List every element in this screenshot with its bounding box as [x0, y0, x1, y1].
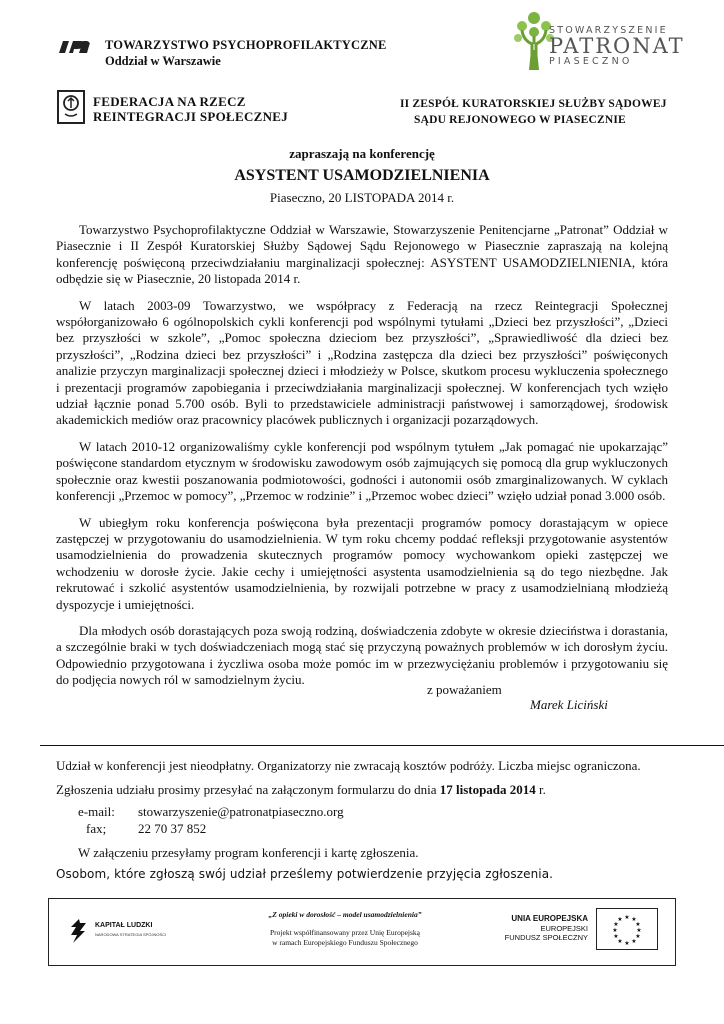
eu-line2: EUROPEJSKI — [540, 923, 588, 933]
tpp-logo — [57, 39, 91, 55]
patronat-line2: PATRONAT — [549, 34, 685, 58]
conference-title: ASYSTENT USAMODZIELNIENIA — [234, 167, 490, 184]
svg-text:★: ★ — [617, 938, 623, 945]
org3-line1: II ZESPÓŁ KURATORSKIEJ SŁUŻBY SĄDOWEJ — [400, 98, 667, 110]
svg-text:★: ★ — [631, 938, 637, 945]
eu-line1: UNIA EUROPEJSKA — [511, 914, 588, 923]
kapital-ludzki-logo — [68, 917, 90, 945]
registration-prefix: Zgłoszenia udziału prosimy przesyłać na załączonym formularzu do dnia — [56, 782, 440, 797]
signature-name: Marek Liciński — [530, 697, 608, 712]
email-address[interactable]: stowarzyszenie@patronatpiaseczno.org — [138, 804, 344, 819]
org2-line1: FEDERACJA NA RZECZ — [93, 94, 246, 109]
project-title: „Z opieki w dorosłość – model usamodzielnienia” — [268, 910, 422, 919]
paragraph-4: W ubiegłym roku konferencja poświęcona była prezentacji programów pomocy dorastającym w opiece zastępczej w przygotowaniu do usamodzielnienia. W tym roku chcemy poddać refleksji przygotowanie asystentów usamodzielnienia do prowadzenia skutecznych programów pomocy wychowankom opieki zastępczej we wchodzeniu w dorosłe życie. Jakie cechy i umiejętności asystenta usamodzielnienia są do tego niezbędne. Jak rekrutować i szkolić asystentów usamodzielnienia, by rozwijali potrzebne w pracy z usamodzielnianą młodzieżą dyspozycje i umiejętności. — [56, 514, 668, 612]
organizer-tpp — [105, 37, 387, 69]
svg-text:★: ★ — [624, 940, 630, 947]
project-line1: Projekt współfinansowany przez Unię Europejską — [270, 928, 420, 937]
federation-emblem-icon — [59, 92, 83, 122]
fax-number: 22 70 37 852 — [138, 821, 207, 836]
svg-text:★: ★ — [612, 927, 618, 934]
kapital-ludzki-title: KAPITAŁ LUDZKI — [95, 922, 153, 929]
kapital-ludzki-subtitle: NARODOWA STRATEGIA SPÓJNOŚCI — [95, 932, 167, 937]
org1-name: TOWARZYSTWO PSYCHOPROFILAKTYCZNE — [105, 38, 387, 52]
info-fee: Udział w konferencji jest nieodpłatny. Organizatorzy nie zwracają kosztów podróży. Liczba miejsc ograniczona. — [56, 758, 641, 773]
project-line2: w ramach Europejskiego Funduszu Społecznego — [272, 938, 418, 947]
eu-line3: FUNDUSZ SPOŁECZNY — [504, 933, 588, 942]
patronat-line3: PIASECZNO — [549, 56, 633, 67]
invitation-line: zapraszają na konferencję — [289, 146, 435, 161]
organizer-court — [400, 96, 667, 128]
svg-text:★: ★ — [635, 933, 641, 940]
info-registration — [56, 782, 546, 798]
paragraph-2: W latach 2003-09 Towarzystwo, we współpracy z Federacją na rzecz Reintegracji Społecznej współorganizowało 6 ogólnopolskich cykli konferencji pod wspólnymi tytułami „Dzieci bez przyszłości”, „Dzieci bez przyszłości w szkole”, „Pomoc społeczna dzieciom bez przyszłości”, „Sprawiedliwość dla dzieci bez przyszłości”, „Rodzina dzieci bez przyszłości” i „Rodzina zastępcza dla dzieci bez przyszłości” poświęconych analizie przyczyn marginalizacji społecznej dzieci i młodzieży w Polsce, skutkom procesu wykluczenia społecznego i prezentacji programów zapobiegania i przeciwdziałania marginalizacji społecznej. W konferencjach tych wzięło udział łącznie ponad 5.700 osób. Byli to przedstawiciele administracji państwowej i samorządowej, środowisk akademickich mediów oraz pracownicy placówek publicznych i organizacji pozarządowych. — [56, 297, 668, 428]
registration-suffix: r. — [535, 782, 546, 797]
svg-text:★: ★ — [636, 927, 642, 934]
info-attachment: W załączeniu przesyłamy program konferencji i kartę zgłoszenia. — [78, 845, 419, 860]
eu-stars-icon — [597, 909, 657, 949]
fax-label: fax; — [86, 821, 107, 836]
conference-date: Piaseczno, 20 LISTOPADA 2014 r. — [269, 190, 455, 205]
org1-branch: Oddział w Warszawie — [105, 54, 221, 68]
info-confirmation: Osobom, które zgłoszą swój udział prześlemy potwierdzenie przyjęcia zgłoszenia. — [56, 867, 554, 881]
org2-line2: REINTEGRACJI SPOŁECZNEJ — [93, 109, 289, 124]
eu-flag — [596, 908, 658, 950]
closing-phrase: z poważaniem — [427, 682, 502, 697]
patronat-logo-text — [549, 25, 685, 67]
project-info — [240, 910, 450, 948]
letter-body — [56, 222, 668, 699]
registration-deadline: 17 listopada 2014 — [439, 782, 536, 797]
svg-text:★: ★ — [613, 921, 619, 928]
patronat-line1: STOWARZYSZENIE — [549, 25, 668, 36]
paragraph-3: W latach 2010-12 organizowaliśmy cykle konferencji pod wspólnym tytułem „Jak pomagać nie upokarzając” poświęcone standardom etycznym w środowisku zawodowym osób zajmujących się pomocą dla grup wykluczonych społecznie oraz kwestii poszanowania podmiotowości, godności i autonomii osób zmarginalizowanych. W cyklach konferencji „Przemoc w pomocy”, „Przemoc w rodzinie” i „Przemoc wobec dzieci” wzięło udział ponad 3.000 osób. — [56, 438, 668, 504]
eu-fund-text — [480, 914, 588, 943]
email-label: e-mail: — [78, 804, 115, 819]
svg-text:★: ★ — [613, 933, 619, 940]
org3-line2: SĄDU REJONOWEGO W PIASECZNIE — [414, 114, 626, 126]
federation-logo — [57, 90, 85, 124]
svg-text:★: ★ — [617, 916, 623, 923]
paragraph-5: Dla młodych osób dorastających poza swoją rodziną, doświadczenia zdobyte w okresie dzieciństwa i dorastania, a szczególnie braki w tych doświadczeniach mogą stać się przyczyną poważnych problemów w ich dorosłym życiu. Odpowiednio przygotowana i życzliwa osoba może pomóc im w przezwyciężaniu problemów i przygotowaniu się do podjęcia nowych ról w samodzielnym życiu. — [56, 622, 668, 688]
svg-text:★: ★ — [631, 916, 637, 923]
paragraph-1: Towarzystwo Psychoprofilaktyczne Oddział w Warszawie, Stowarzyszenie Penitencjarne „Patronat” Oddział w Piasecznie i II Zespół Kuratorskiej Służby Sądowej Sądu Rejonowego w Piasecznie zapraszają na kolejną konferencję poświęconą przeciwdziałaniu marginalizacji społecznej: ASYSTENT USAMODZIELNIENIA, która odbędzie się w Piasecznie, 20 listopada 2014 r. — [56, 222, 668, 287]
svg-text:★: ★ — [624, 914, 630, 921]
svg-text:★: ★ — [635, 921, 641, 928]
section-divider — [40, 745, 724, 746]
organizer-federation — [93, 94, 288, 124]
